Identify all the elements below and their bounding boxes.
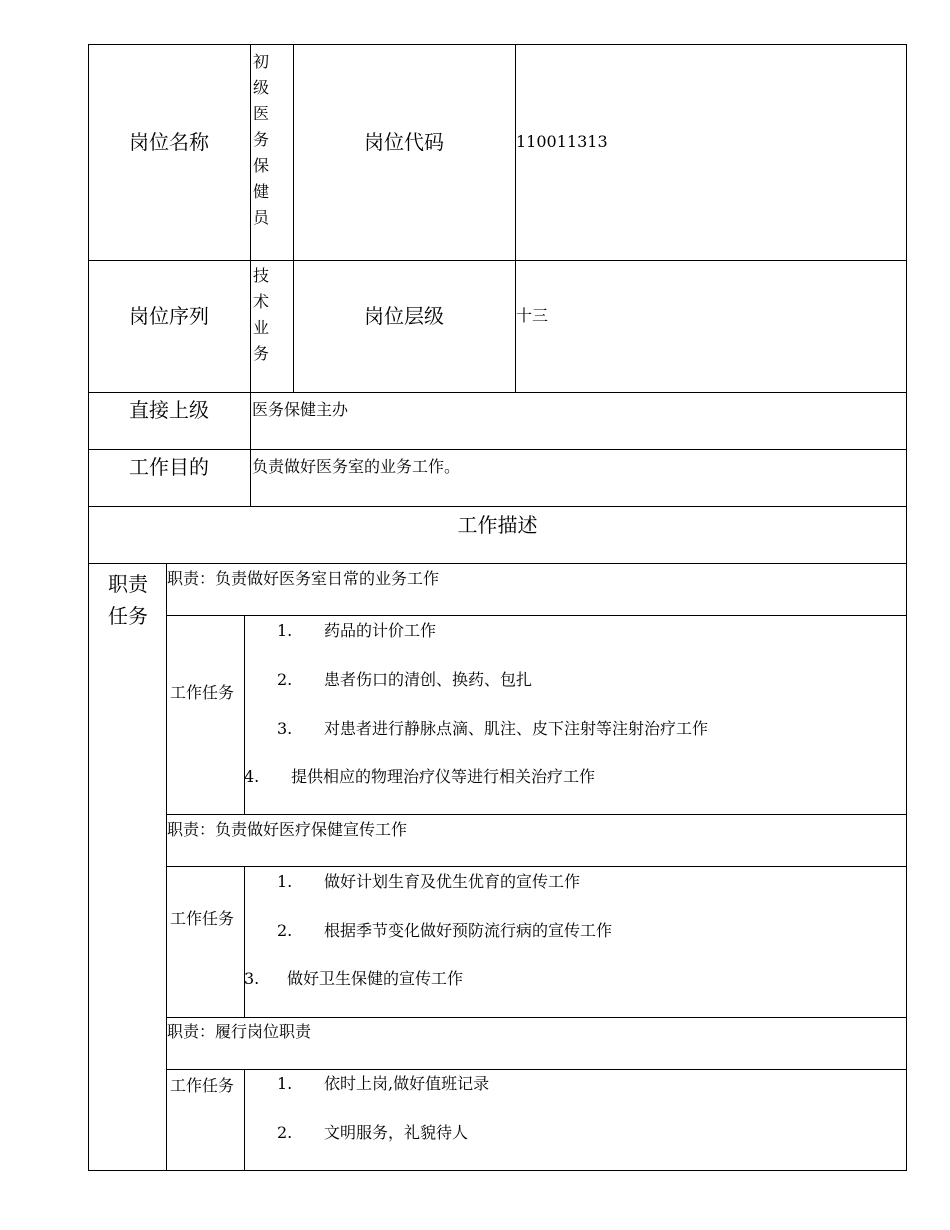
table-border bbox=[166, 615, 907, 616]
position-level-label: 岗位层级 bbox=[364, 304, 444, 328]
task-number: 2. bbox=[277, 921, 293, 940]
table-border bbox=[166, 866, 907, 867]
task-label: 工作任务 bbox=[170, 1076, 235, 1095]
task-text: 对患者进行静脉点滴、肌注、皮下注射等注射治疗工作 bbox=[324, 719, 709, 738]
position-level-value: 十三 bbox=[516, 306, 549, 325]
task-item bbox=[277, 1074, 489, 1094]
task-text: 提供相应的物理治疗仪等进行相关治疗工作 bbox=[291, 767, 596, 786]
superior-label: 直接上级 bbox=[129, 398, 209, 422]
table-border bbox=[88, 506, 907, 507]
table-border bbox=[88, 44, 89, 1171]
task-label: 工作任务 bbox=[170, 909, 235, 928]
table-border bbox=[166, 563, 167, 1171]
task-text: 依时上岗,做好值班记录 bbox=[324, 1074, 490, 1093]
task-number: 4. bbox=[244, 767, 260, 786]
table-border bbox=[166, 1017, 907, 1018]
task-number: 1. bbox=[277, 1074, 293, 1093]
task-number: 1. bbox=[277, 872, 293, 891]
task-item bbox=[277, 921, 612, 941]
task-number: 2. bbox=[277, 670, 293, 689]
task-item bbox=[244, 969, 463, 989]
position-name-value: 初级医务保健员 bbox=[252, 52, 269, 227]
position-name-label: 岗位名称 bbox=[129, 130, 209, 154]
table-border bbox=[515, 44, 516, 393]
task-item bbox=[277, 1123, 468, 1143]
table-border bbox=[88, 1170, 907, 1171]
task-text: 文明服务，礼貌待人 bbox=[324, 1123, 469, 1142]
table-border bbox=[906, 44, 907, 1171]
table-border bbox=[293, 44, 294, 393]
task-text: 做好计划生育及优生优育的宣传工作 bbox=[324, 872, 581, 891]
description-title: 工作描述 bbox=[457, 513, 538, 537]
task-number: 2. bbox=[277, 1123, 293, 1142]
task-text: 做好卫生保健的宣传工作 bbox=[287, 969, 464, 988]
task-text: 根据季节变化做好预防流行病的宣传工作 bbox=[324, 921, 613, 940]
duty-title: 职责：负责做好医疗保健宣传工作 bbox=[167, 820, 408, 839]
duty-title: 职责：履行岗位职责 bbox=[167, 1022, 312, 1041]
duty-title: 职责：负责做好医务室日常的业务工作 bbox=[167, 569, 440, 588]
task-item bbox=[244, 767, 595, 787]
position-code-value: 110011313 bbox=[516, 132, 608, 151]
task-number: 1. bbox=[277, 621, 293, 640]
purpose-value: 负责做好医务室的业务工作。 bbox=[252, 457, 461, 476]
position-series-value: 技术业务 bbox=[252, 266, 269, 363]
task-text: 药品的计价工作 bbox=[324, 621, 437, 640]
task-number: 3. bbox=[277, 719, 293, 738]
task-item bbox=[277, 872, 580, 892]
table-border bbox=[88, 449, 907, 450]
table-border bbox=[88, 44, 907, 45]
duty-section-label: 职责任务 bbox=[108, 572, 148, 628]
table-border bbox=[88, 563, 907, 564]
table-border bbox=[244, 866, 245, 1018]
task-item bbox=[277, 621, 436, 641]
task-item bbox=[277, 670, 532, 690]
table-border bbox=[244, 1069, 245, 1171]
task-item bbox=[277, 719, 708, 739]
superior-value: 医务保健主办 bbox=[252, 400, 349, 419]
table-border bbox=[88, 392, 907, 393]
table-border bbox=[166, 1069, 907, 1070]
table-border bbox=[88, 260, 907, 261]
task-label: 工作任务 bbox=[170, 683, 235, 702]
purpose-label: 工作目的 bbox=[129, 455, 209, 479]
task-number: 3. bbox=[244, 969, 260, 988]
position-code-label: 岗位代码 bbox=[364, 130, 444, 154]
position-series-label: 岗位序列 bbox=[129, 304, 209, 328]
task-text: 患者伤口的清创、换药、包扎 bbox=[324, 670, 533, 689]
table-border bbox=[166, 814, 907, 815]
